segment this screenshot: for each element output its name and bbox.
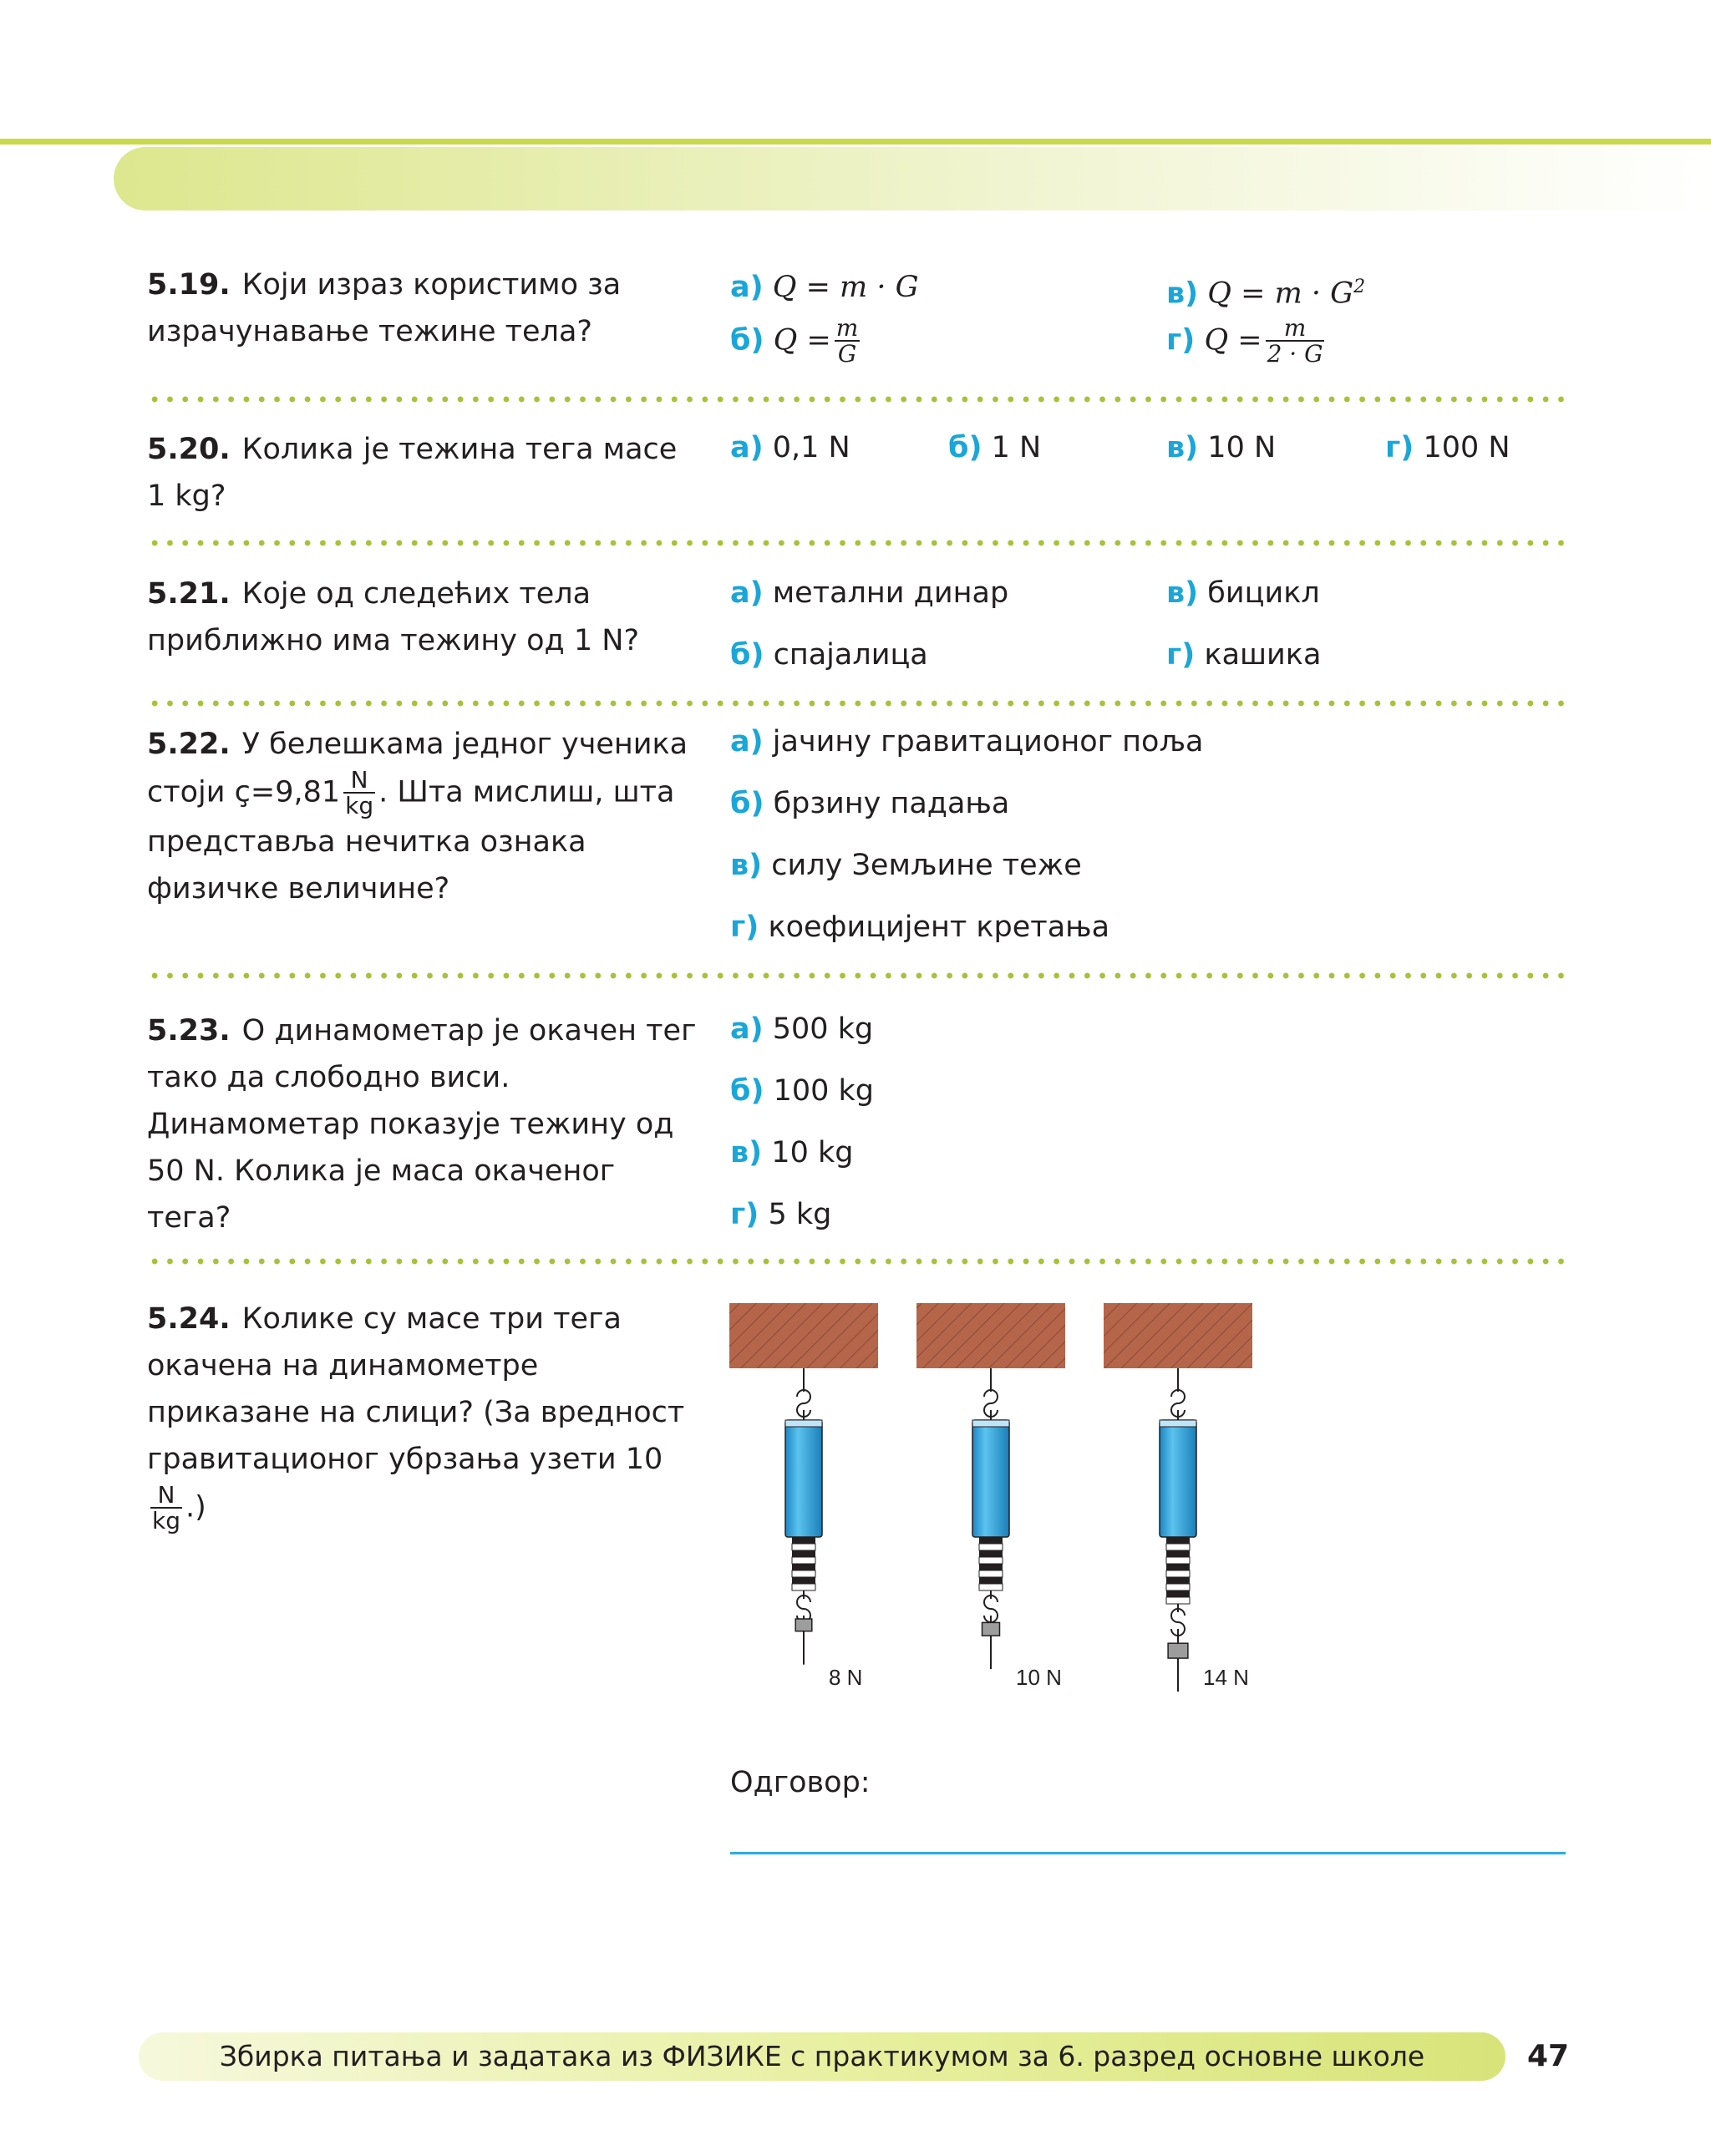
question-5-22 [147, 721, 698, 912]
option-text: метални динар [772, 576, 1009, 610]
scale-stripe-light [792, 1570, 815, 1577]
option-label: г) [1166, 323, 1196, 358]
option-5-23-a [730, 1011, 873, 1048]
option-text: 100 N [1423, 431, 1510, 464]
ceiling-block [1104, 1303, 1252, 1368]
dotted-separator [147, 972, 1567, 979]
option-label: г) [1166, 638, 1196, 672]
option-text: 0,1 N [772, 431, 850, 464]
option-5-21-g [1166, 637, 1321, 673]
option-fraction [1266, 316, 1325, 367]
question-text: Колика је тежина тега масе 1 kg? [147, 433, 678, 513]
option-label: в) [730, 849, 763, 882]
option-label: г) [730, 1198, 759, 1231]
fraction-denominator: kg [152, 1507, 180, 1535]
unit-fraction [343, 768, 375, 819]
scale-stripe-light [979, 1584, 1003, 1590]
scale-stripe-light [1166, 1570, 1190, 1577]
fraction-denominator: G [837, 340, 857, 368]
option-5-23-b [730, 1073, 874, 1109]
scale-stripe-dark [979, 1577, 1003, 1584]
question-text-before: Колике су масе три тега окачена на динамометре приказане на слици? (За вредност гравитационог убрзања узети 10 [147, 1302, 685, 1476]
option-5-21-a [730, 575, 1008, 611]
scale-stripe-light [979, 1557, 1003, 1564]
dynamometers [785, 1368, 1196, 1692]
dotted-separator [147, 396, 1567, 403]
answer-label: Одговор: [730, 1766, 871, 1799]
dotted-separator [147, 700, 1567, 707]
option-text: 1 N [991, 431, 1042, 464]
scale-stripe-light [1166, 1584, 1190, 1590]
question-5-19 [147, 261, 698, 355]
question-text: О динамометар је окачен тег тако да слободно виси. Динамометар показује тежину од 50 N. Колика је маса окаченог тега? [147, 1014, 697, 1235]
dynamometers-figure [727, 1299, 1262, 1767]
option-text: коефицијент кретања [768, 911, 1110, 944]
fraction-denominator: 2 · G [1267, 340, 1323, 368]
weight-block [795, 1619, 812, 1631]
scale-stripe-dark [1166, 1537, 1190, 1544]
question-text-after: .) [185, 1490, 206, 1524]
fraction-numerator: N [343, 768, 375, 794]
footer-title: Збирка питања и задатака из ФИЗИКЕ с практикумом за 6. разред основне школе [219, 2040, 1425, 2072]
scale-stripe-light [979, 1570, 1003, 1577]
dynamometer-body [785, 1368, 822, 1537]
scale-stripe-dark [792, 1577, 815, 1584]
scale-stripe-light [1166, 1557, 1190, 1564]
option-label: б) [730, 787, 764, 820]
option-5-19-a [730, 269, 919, 306]
option-5-22-g [730, 909, 1109, 946]
scale-stripe-dark [792, 1564, 815, 1570]
question-text-after: . Шта мислиш, шта представља нечитка ознака физичке величине? [147, 775, 675, 906]
option-text: Q = m · G [772, 271, 919, 304]
option-5-19-b [730, 316, 863, 367]
option-text: 10 kg [771, 1136, 854, 1169]
option-text: 5 kg [768, 1198, 832, 1231]
scale-stripe-dark [792, 1550, 815, 1557]
option-text: кашика [1204, 638, 1322, 672]
option-label: в) [1166, 276, 1199, 311]
question-number: 5.24. [147, 1302, 231, 1336]
option-5-21-v [1166, 575, 1320, 611]
scale-stripe-dark [1166, 1577, 1190, 1584]
option-text: бицикл [1207, 576, 1320, 610]
scale-stripe-light [792, 1557, 815, 1564]
weight-block [1168, 1643, 1188, 1658]
fraction-numerator: m [835, 314, 859, 342]
scale-stripe-light [979, 1544, 1003, 1550]
option-label: б) [730, 638, 764, 672]
option-label: а) [730, 1012, 764, 1046]
option-5-21-b [730, 637, 928, 673]
option-5-20-g [1385, 429, 1510, 466]
option-text: спајалица [773, 638, 928, 672]
answer-line[interactable] [730, 1852, 1566, 1854]
scale-stripe-dark [1166, 1564, 1190, 1570]
ceiling-block [916, 1303, 1065, 1368]
scale-stripe-dark [979, 1564, 1003, 1570]
dotted-separator [147, 540, 1567, 546]
option-5-22-a [730, 723, 1203, 760]
reading-label-2: 10 N [1016, 1665, 1062, 1690]
question-5-21 [147, 571, 698, 664]
option-lhs: Q = [773, 323, 831, 358]
question-text: Који израз користимо за израчунавање тежине тела? [147, 268, 622, 348]
scale-stripe-dark [979, 1537, 1003, 1544]
option-text: силу Земљине теже [771, 849, 1082, 882]
question-number: 5.19. [147, 268, 231, 302]
option-5-20-b [948, 429, 1041, 466]
reading-label-1: 8 N [829, 1665, 863, 1690]
option-label: г) [730, 911, 759, 944]
option-text: брзину падања [773, 787, 1010, 820]
option-5-20-v [1166, 429, 1276, 466]
scale-stripe-dark [1166, 1590, 1190, 1597]
dynamometer-body [972, 1368, 1009, 1537]
option-5-19-v [1166, 269, 1365, 312]
option-text: 500 kg [772, 1012, 874, 1046]
option-5-23-v [730, 1134, 853, 1171]
question-number: 5.23. [147, 1014, 231, 1048]
dynamometer-body [1160, 1368, 1196, 1537]
question-number: 5.21. [147, 577, 231, 611]
question-text-before: У белешкама једног ученика стоји ç=9,81 [147, 728, 688, 809]
question-5-20 [147, 426, 698, 520]
scale-stripe-light [792, 1584, 815, 1590]
option-superscript: 2 [1353, 276, 1366, 297]
option-5-20-a [730, 429, 850, 466]
option-5-22-v [730, 847, 1082, 884]
dotted-separator [147, 1258, 1567, 1265]
scale-stripe-light [792, 1544, 815, 1550]
option-text: Q = m · G [1207, 276, 1354, 311]
option-lhs: Q = [1204, 323, 1262, 358]
option-label: б) [730, 1074, 764, 1108]
ceiling-block [729, 1303, 878, 1368]
option-label: б) [948, 431, 982, 464]
scale-stripe-dark [1166, 1550, 1190, 1557]
question-5-24 [147, 1296, 698, 1534]
option-label: в) [1166, 576, 1199, 610]
scale-stripe-dark [792, 1537, 815, 1544]
option-text: јачину гравитационог поља [772, 725, 1204, 758]
scale-stripe-dark [979, 1550, 1003, 1557]
question-text: Које од следећих тела приближно има тежину од 1 N? [147, 577, 640, 657]
question-number: 5.22. [147, 728, 231, 761]
option-label: в) [730, 1136, 763, 1169]
option-5-19-g [1166, 316, 1328, 367]
question-number: 5.20. [147, 433, 231, 466]
question-5-23 [147, 1007, 698, 1241]
option-5-23-g [730, 1196, 831, 1233]
page-number: 47 [1527, 2039, 1570, 2073]
scale-stripe-light [1166, 1544, 1190, 1550]
option-label: а) [730, 576, 764, 610]
option-label: в) [1166, 431, 1199, 464]
option-text: 10 N [1207, 431, 1277, 464]
option-label: а) [730, 725, 764, 758]
option-text: 100 kg [773, 1074, 874, 1108]
fraction-numerator: m [1266, 316, 1325, 342]
fraction-numerator: N [150, 1483, 182, 1509]
option-label: б) [730, 323, 764, 358]
option-label: г) [1385, 431, 1414, 464]
header-line [0, 139, 1711, 145]
option-label: а) [730, 431, 764, 464]
weight-block [982, 1622, 1000, 1636]
scale-stripe-light [1166, 1597, 1190, 1604]
fraction-denominator: kg [345, 792, 374, 820]
unit-fraction [150, 1483, 182, 1534]
option-label: а) [730, 271, 764, 304]
option-fraction [835, 316, 861, 367]
header-band [114, 147, 1711, 211]
reading-label-3: 14 N [1203, 1665, 1249, 1690]
option-5-22-b [730, 785, 1009, 822]
